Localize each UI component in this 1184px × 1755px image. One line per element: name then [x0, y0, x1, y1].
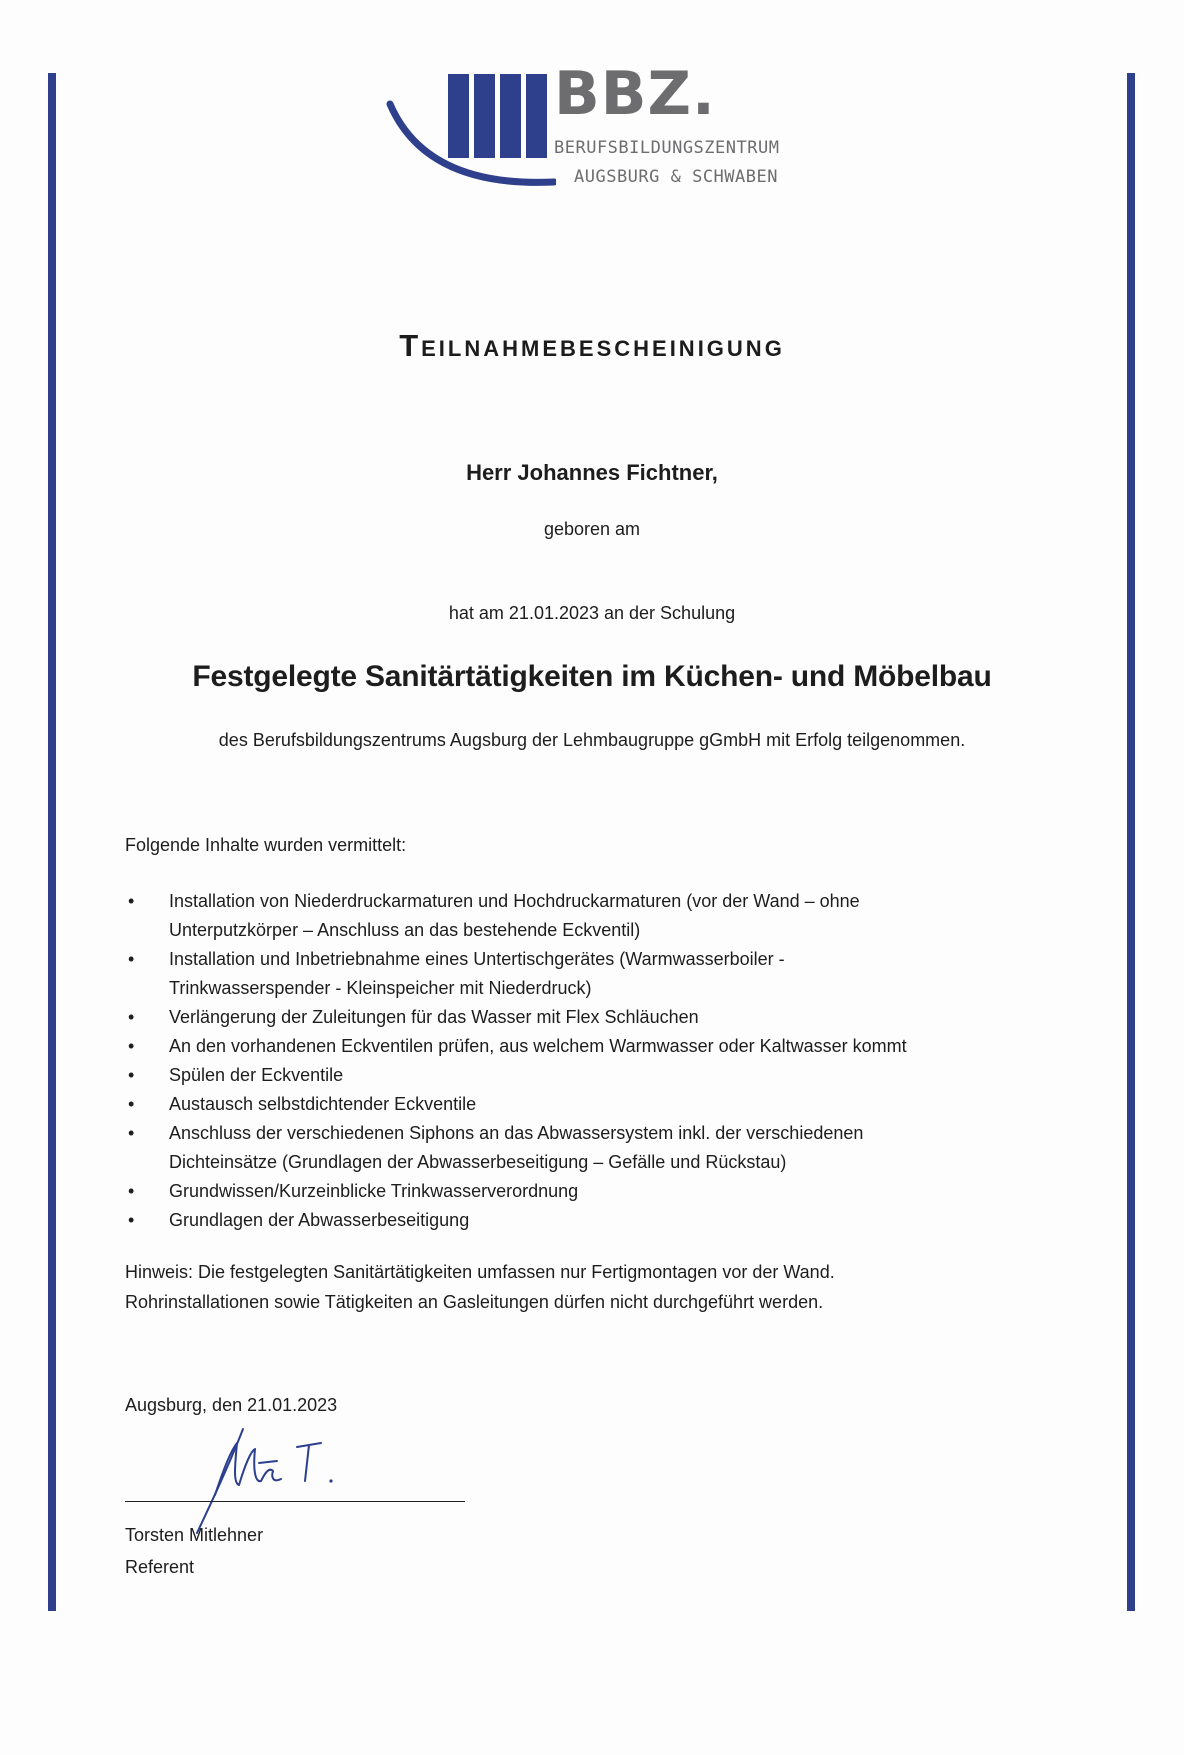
- bullet-icon: •: [128, 1123, 135, 1143]
- list-item: [125, 1032, 1045, 1061]
- list-item-line: Grundlagen der Abwasserbeseitigung: [169, 1210, 470, 1230]
- hint-note: [125, 1257, 835, 1317]
- list-item-line: Unterputzkörper – Anschluss an das bestehende Eckventil): [169, 920, 641, 940]
- list-item-line: Austausch selbstdichtender Eckventile: [169, 1094, 477, 1114]
- list-item-line: Dichteinsätze (Grundlagen der Abwasserbeseitigung – Gefälle und Rückstau): [169, 1152, 787, 1172]
- list-item-line: Installation und Inbetriebnahme eines Untertischgerätes (Warmwasserboiler -: [169, 949, 785, 969]
- list-item: [125, 1119, 1045, 1177]
- list-item-line: An den vorhandenen Eckventilen prüfen, aus welchem Warmwasser oder Kaltwasser kommt: [169, 1036, 907, 1056]
- list-item: [125, 1061, 1045, 1090]
- signature-line: [125, 1501, 465, 1502]
- list-item: [125, 945, 1045, 1003]
- bbz-logo: [386, 59, 806, 210]
- hint-note-line: Hinweis: Die festgelegten Sanitärtätigkeiten umfassen nur Fertigmontagen vor der Wand.: [125, 1262, 835, 1282]
- born-label: geboren am: [543, 519, 641, 539]
- handwritten-signature-icon: [185, 1425, 365, 1535]
- list-item: [125, 1090, 1045, 1119]
- signer-role: Referent: [125, 1557, 195, 1577]
- bullet-icon: •: [128, 891, 135, 911]
- right-border-rule: [1127, 73, 1135, 1611]
- list-item-line: Anschluss der verschiedenen Siphons an das Abwassersystem inkl. der verschiedenen: [169, 1123, 864, 1143]
- attended-statement: hat am 21.01.2023 an der Schulung: [448, 603, 736, 623]
- list-item: [125, 887, 1045, 945]
- list-item: [125, 1206, 1045, 1235]
- list-item-line: Spülen der Eckventile: [169, 1065, 344, 1085]
- organization-statement: des Berufsbildungszentrums Augsburg der Lehmbaugruppe gGmbH mit Erfolg teilgenommen.: [218, 730, 966, 750]
- list-item-line: Grundwissen/Kurzeinblicke Trinkwasserverordnung: [169, 1181, 579, 1201]
- course-title: Festgelegte Sanitärtätigkeiten im Küchen- und Möbelbau: [192, 660, 992, 693]
- logo-subtitle-line2: AUGSBURG & SCHWABEN: [574, 167, 778, 187]
- list-item: [125, 1177, 1045, 1206]
- bbz-logo-mark-icon: [386, 70, 556, 200]
- logo-brand: BBZ.: [554, 59, 716, 129]
- document-title: Teilnahmebescheinigung: [399, 328, 785, 363]
- bullet-icon: •: [128, 1210, 135, 1230]
- bullet-icon: •: [128, 1094, 135, 1114]
- place-and-date: Augsburg, den 21.01.2023: [125, 1395, 338, 1415]
- bullet-icon: •: [128, 1181, 135, 1201]
- list-item: [125, 1003, 1045, 1032]
- list-item-line: Trinkwasserspender - Kleinspeicher mit Niederdruck): [169, 978, 592, 998]
- contents-list: [125, 887, 1045, 1235]
- bullet-icon: •: [128, 949, 135, 969]
- hint-note-line: Rohrinstallationen sowie Tätigkeiten an Gasleitungen dürfen nicht durchgeführt werden.: [125, 1292, 824, 1312]
- contents-intro: Folgende Inhalte wurden vermittelt:: [125, 835, 407, 855]
- left-border-rule: [48, 73, 56, 1611]
- bullet-icon: •: [128, 1036, 135, 1056]
- list-item-line: Installation von Niederdruckarmaturen und Hochdruckarmaturen (vor der Wand – ohne: [169, 891, 860, 911]
- list-item-line: Verlängerung der Zuleitungen für das Wasser mit Flex Schläuchen: [169, 1007, 699, 1027]
- bullet-icon: •: [128, 1007, 135, 1027]
- signer-name: Torsten Mitlehner: [125, 1525, 264, 1545]
- bullet-icon: •: [128, 1065, 135, 1085]
- logo-subtitle-line1: BERUFSBILDUNGSZENTRUM: [554, 138, 780, 158]
- recipient-name: Herr Johannes Fichtner,: [466, 460, 718, 485]
